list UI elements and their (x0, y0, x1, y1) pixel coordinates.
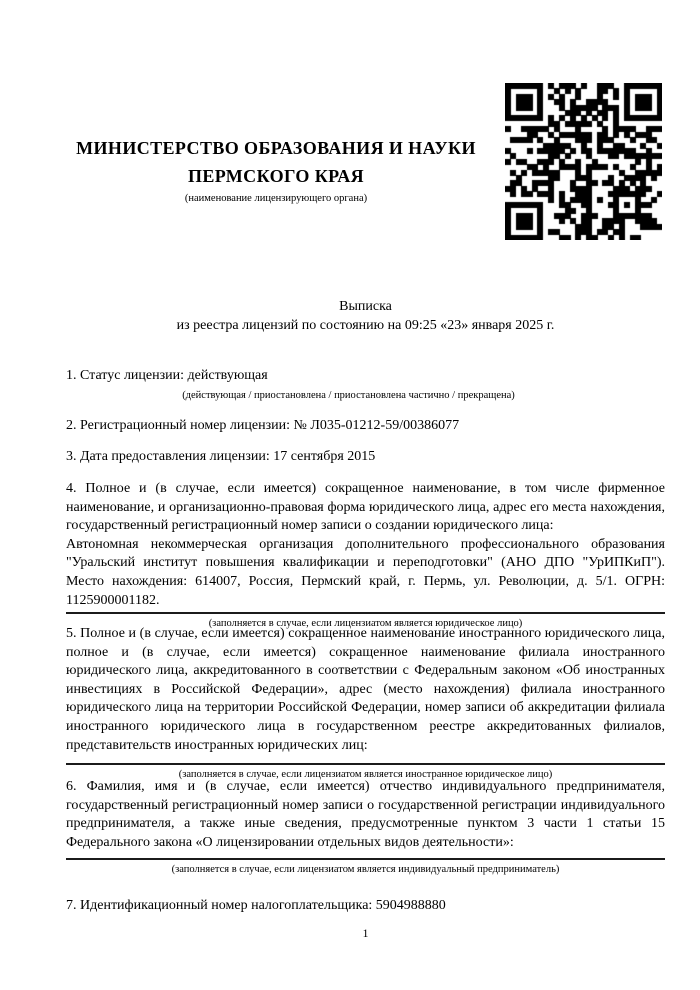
license-status-line: 1. Статус лицензии: действующая (66, 368, 268, 383)
org-name-line1: МИНИСТЕРСТВО ОБРАЗОВАНИЯ И НАУКИ (76, 138, 476, 158)
document-title: Выписка (339, 299, 392, 314)
item-registration-number (66, 417, 665, 436)
grant-date-line: 3. Дата предоставления лицензии: 17 сентября 2015 (66, 449, 376, 464)
item-individual-entrepreneur (66, 778, 665, 876)
org-name-caption: (наименование лицензирующего органа) (184, 193, 368, 204)
legal-entity-question: 4. Полное и (в случае, если имеется) сокращенное наименование, в том числе фирменное наименование, и организационно-правовая форма юридического лица, адрес его места нахождения, государственный регистрационный номер записи о создании юридического лица: (66, 481, 665, 534)
legal-entity-caption: (заполняется в случае, если лицензиатом является юридическое лицо) (208, 618, 523, 630)
document-subtitle: из реестра лицензий по состоянию на 09:25 «23» января 2025 г. (176, 317, 555, 333)
foreign-entity-caption: (заполняется в случае, если лицензиатом является иностранное юридическое лицо) (178, 769, 553, 781)
qr-code (505, 83, 662, 240)
license-status-options-caption: (действующая / приостановлена / приостановлена частично / прекращена) (182, 389, 515, 401)
org-name-line2: ПЕРМСКОГО КРАЯ (187, 166, 365, 186)
registration-number-line: 2. Регистрационный номер лицензии: № Л035-01212-59/00386077 (66, 418, 460, 433)
individual-entrepreneur-question: 6. Фамилия, имя и (в случае, если имеется) отчество индивидуального предпринимателя, государственный регистрационный номер записи о государственной регистрации индивидуального предпринимателя, а также иные сведения, предусмотренные пунктом 3 части 1 статьи 15 Федерального закона «О лицензировании отдельных видов деятельности»: (66, 779, 665, 850)
document-title-block (66, 298, 665, 335)
legal-entity-answer-underline (66, 612, 665, 614)
legal-entity-answer: Автономная некоммерческая организация дополнительного профессионального образования "Уральский институт повышения квалификации и переподготовки" (АНО ДПО "УрИПКиП"). Место нахождения: 614007, Россия, Пермский край, г. Пермь, ул. Революции, д. 5/1. ОГРН: 1125900001182. (66, 536, 665, 608)
page-number: 1 (362, 926, 369, 940)
individual-entrepreneur-answer-underline (66, 858, 665, 860)
item-taxpayer-number (66, 897, 665, 916)
item-foreign-entity (66, 625, 665, 781)
foreign-entity-question: 5. Полное и (в случае, если имеется) сокращенное наименование иностранного юридического лица, полное и (в случае, если имеется) сокращенное наименование филиала иностранного юридического лица, аккредитованного в соответствии с Федеральным законом «Об иностранных инвестициях в Российской Федерации», адрес (место нахождения) филиала иностранного юридического лица на территории Российской Федерации, номер записи об аккредитации филиала иностранного юридического лица в государственном реестре аккредитованных филиалов, представительств иностранных юридических лиц: (66, 626, 665, 753)
licensing-authority-header (66, 134, 486, 204)
item-grant-date (66, 448, 665, 467)
foreign-entity-answer-underline (66, 763, 665, 765)
taxpayer-number-line: 7. Идентификационный номер налогоплательщика: 5904988880 (66, 898, 446, 913)
individual-entrepreneur-caption: (заполняется в случае, если лицензиатом является индивидуальный предприниматель) (171, 864, 560, 876)
item-license-status (66, 367, 665, 402)
item-legal-entity (66, 480, 665, 630)
